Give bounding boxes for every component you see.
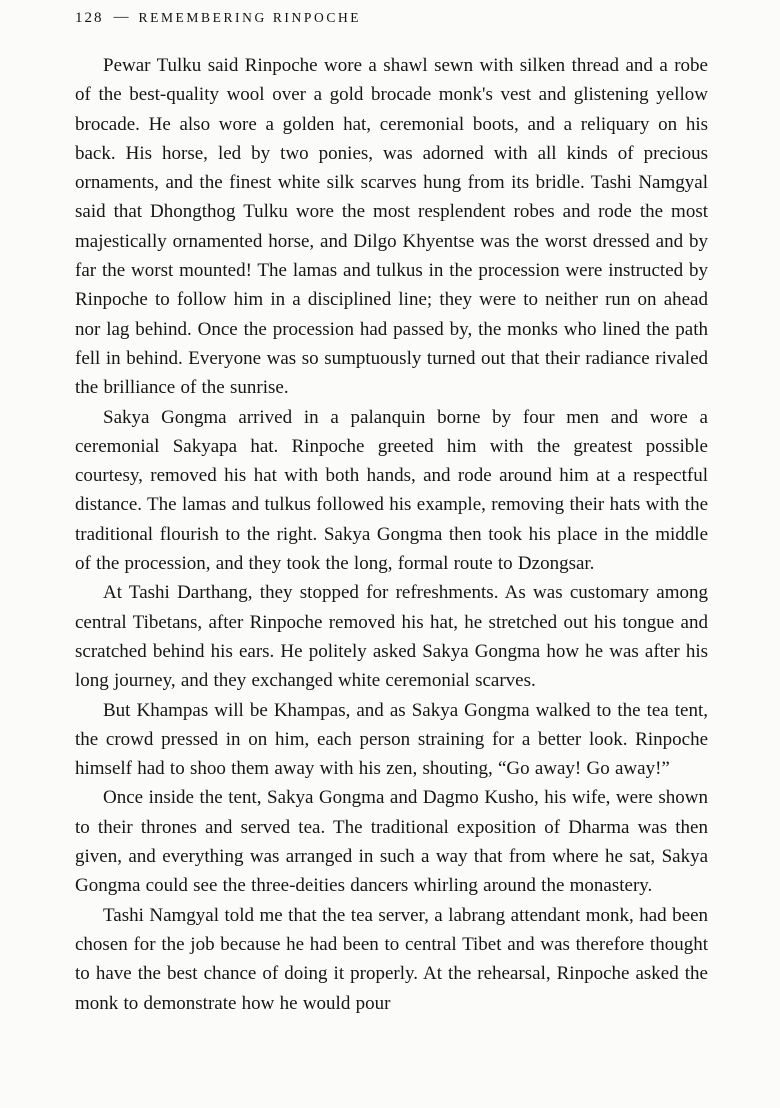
page-number: 128 <box>75 10 104 26</box>
header-separator: — <box>113 9 129 25</box>
paragraph-6: Tashi Namgyal told me that the tea server, a labrang attendant monk, had been chosen for the job because he had been to central Tibet and was therefore thought to have the best chance of doing it properly. At the rehearsal, Rinpoche asked the monk to demonstrate how he would pour <box>75 904 708 1014</box>
paragraph-2: Sakya Gongma arrived in a palanquin borne by four men and wore a ceremonial Sakyapa hat. Rinpoche greeted him with the greatest possible courtesy, removed his hat with both hands, and rode around him at a respectful distance. The lamas and tulkus followed his example, removing their hats with the traditional flourish to the right. Sakya Gongma then took his place in the middle of the procession, and they took the long, formal route to Dzongsar. <box>75 406 708 575</box>
paragraph-3: At Tashi Darthang, they stopped for refreshments. As was customary among central Tibetans, after Rinpoche removed his hat, he stretched out his tongue and scratched behind his ears. He politely asked Sakya Gongma how he was after his long journey, and they exchanged white ceremonial scarves. <box>75 582 708 692</box>
paragraph-1: Pewar Tulku said Rinpoche wore a shawl sewn with silken thread and a robe of the best-quality wool over a gold brocade monk's vest and glistening yellow brocade. He also wore a golden hat, ceremonial boots, and a reliquary on his back. His horse, led by two ponies, was adorned with all kinds of precious ornaments, and the finest white silk scarves hung from its bridle. Tashi Namgyal said that Dhongthog Tulku wore the most resplendent robes and rode the most majestically ornamented horse, and Dilgo Khyentse was the worst dressed and by far the worst mounted! The lamas and tulkus in the procession were instructed by Rinpoche to follow him in a disciplined line; they were to neither run on ahead nor lag behind. Once the procession had passed by, the monks who lined the path fell in behind. Everyone was so sumptuously turned out that their radiance rivaled the brilliance of the sunrise. <box>75 55 708 399</box>
paragraph-5: Once inside the tent, Sakya Gongma and Dagmo Kusho, his wife, were shown to their thrones and served tea. The traditional exposition of Dharma was then given, and everything was arranged in such a way that from where he sat, Sakya Gongma could see the three-deities dancers whirling around the monastery. <box>75 787 708 897</box>
paragraph-4: But Khampas will be Khampas, and as Sakya Gongma walked to the tea tent, the crowd pressed in on him, each person straining for a better look. Rinpoche himself had to shoo them away with his zen, shouting, “Go away! Go away!” <box>75 699 708 780</box>
running-header <box>75 10 708 27</box>
page-body <box>75 51 708 1018</box>
running-head-title: REMEMBERING RINPOCHE <box>138 10 362 25</box>
